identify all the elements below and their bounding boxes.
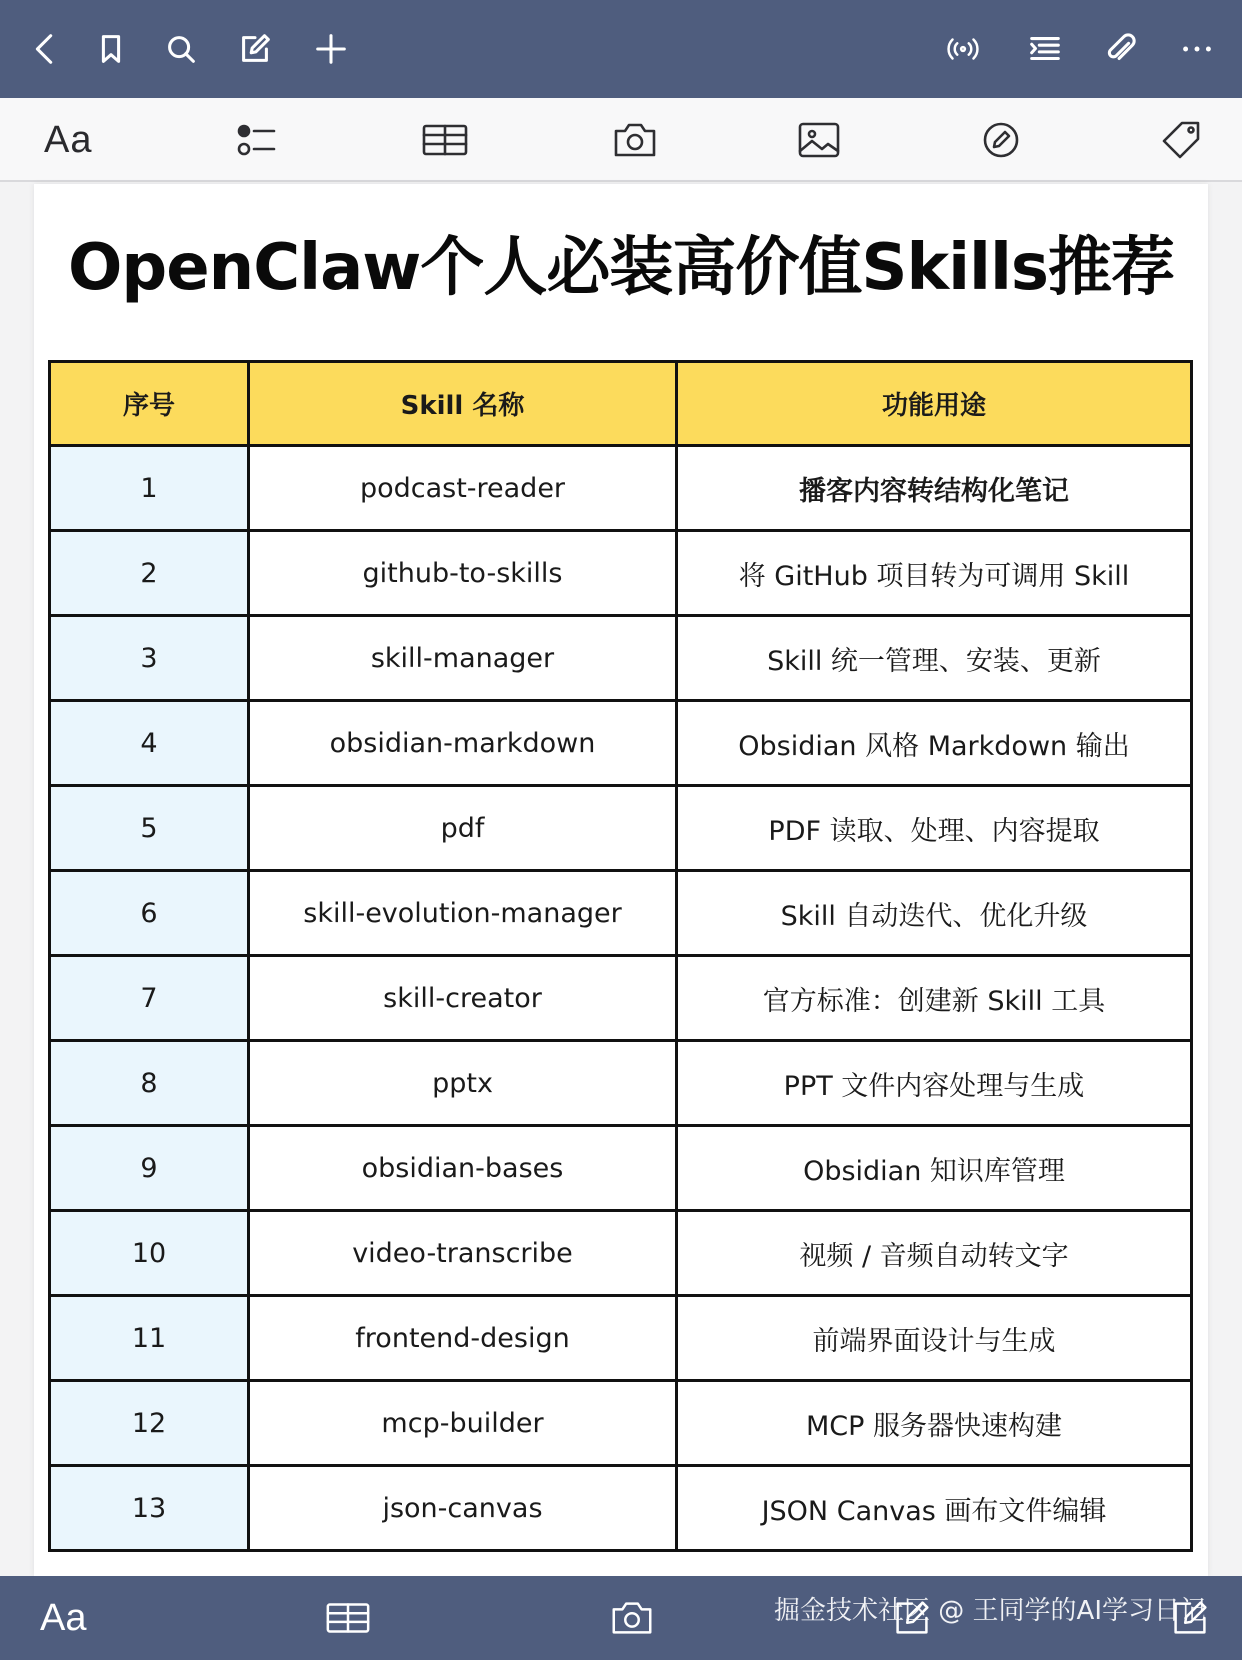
camera-icon: [610, 115, 660, 165]
text-style-label: Aa: [44, 118, 93, 161]
broadcast-icon: [944, 30, 982, 68]
skills-table: [48, 360, 1193, 1552]
row-number: 7: [50, 956, 249, 1041]
bookmark-button[interactable]: [84, 22, 138, 76]
skill-name: pptx: [249, 1041, 677, 1126]
camera-icon: [608, 1594, 656, 1642]
edit-button[interactable]: [228, 22, 282, 76]
tag-icon: [1156, 115, 1206, 165]
row-number: 12: [50, 1381, 249, 1466]
back-icon: [26, 30, 64, 68]
image-icon: [794, 115, 844, 165]
attachment-icon: [1102, 30, 1140, 68]
table-row: [50, 1466, 1192, 1551]
table-button[interactable]: [420, 112, 470, 168]
table-row: [50, 531, 1192, 616]
header-skill-name: Skill 名称: [249, 362, 677, 446]
skill-name: frontend-design: [249, 1296, 677, 1381]
document-page: [34, 184, 1208, 1576]
skill-name: obsidian-bases: [249, 1126, 677, 1211]
row-number: 1: [50, 446, 249, 531]
page-title: OpenClaw个人必装高价值Skills推荐: [68, 231, 1174, 305]
skill-purpose: 视频 / 音频自动转文字: [677, 1211, 1192, 1296]
skill-purpose: 将 GitHub 项目转为可调用 Skill: [677, 531, 1192, 616]
bottom-text-style-button[interactable]: [40, 1590, 86, 1646]
back-button[interactable]: [18, 22, 72, 76]
text-style-button[interactable]: [44, 112, 92, 168]
table-row: [50, 1381, 1192, 1466]
table-row: [50, 871, 1192, 956]
skill-name: podcast-reader: [249, 446, 677, 531]
skill-name: github-to-skills: [249, 531, 677, 616]
skill-purpose: Skill 统一管理、安装、更新: [677, 616, 1192, 701]
more-icon: [1178, 30, 1216, 68]
checklist-button[interactable]: [232, 112, 282, 168]
attachment-button[interactable]: [1094, 22, 1148, 76]
draw-button[interactable]: [976, 112, 1026, 168]
row-number: 10: [50, 1211, 249, 1296]
top-toolbar: [0, 0, 1242, 98]
skill-purpose: MCP 服务器快速构建: [677, 1381, 1192, 1466]
table-row: [50, 1041, 1192, 1126]
header-purpose: 功能用途: [677, 362, 1192, 446]
skill-purpose: JSON Canvas 画布文件编辑: [677, 1466, 1192, 1551]
search-button[interactable]: [154, 22, 208, 76]
table-row: [50, 1126, 1192, 1211]
row-number: 3: [50, 616, 249, 701]
table-row: [50, 1211, 1192, 1296]
skill-name: skill-manager: [249, 616, 677, 701]
bottom-table-button[interactable]: [324, 1590, 372, 1646]
search-icon: [162, 30, 200, 68]
table-header-row: [50, 362, 1192, 446]
skill-purpose: 前端界面设计与生成: [677, 1296, 1192, 1381]
format-toolbar: [0, 98, 1242, 182]
checklist-icon: [232, 115, 282, 165]
skill-purpose: Skill 自动迭代、优化升级: [677, 871, 1192, 956]
table-row: [50, 956, 1192, 1041]
table-row: [50, 786, 1192, 871]
outline-button[interactable]: [1018, 22, 1072, 76]
table-icon: [420, 115, 470, 165]
bottom-camera-button[interactable]: [608, 1590, 656, 1646]
skill-purpose: PDF 读取、处理、内容提取: [677, 786, 1192, 871]
skill-purpose: Obsidian 知识库管理: [677, 1126, 1192, 1211]
bookmark-icon: [92, 30, 130, 68]
table-icon: [324, 1594, 372, 1642]
skill-name: mcp-builder: [249, 1381, 677, 1466]
watermark: 掘金技术社区 @ 王同学的AI学习日记: [774, 1596, 1206, 1626]
header-no: 序号: [50, 362, 249, 446]
skill-purpose: 播客内容转结构化笔记: [677, 446, 1192, 531]
camera-button[interactable]: [610, 112, 660, 168]
skill-name: video-transcribe: [249, 1211, 677, 1296]
skill-name: json-canvas: [249, 1466, 677, 1551]
image-button[interactable]: [794, 112, 844, 168]
pencil-icon: [976, 115, 1026, 165]
row-number: 5: [50, 786, 249, 871]
skill-name: obsidian-markdown: [249, 701, 677, 786]
edit-icon: [236, 30, 274, 68]
row-number: 4: [50, 701, 249, 786]
broadcast-button[interactable]: [936, 22, 990, 76]
table-row: [50, 1296, 1192, 1381]
table-row: [50, 446, 1192, 531]
skill-name: pdf: [249, 786, 677, 871]
skill-purpose: 官方标准：创建新 Skill 工具: [677, 956, 1192, 1041]
row-number: 11: [50, 1296, 249, 1381]
more-button[interactable]: [1170, 22, 1224, 76]
skill-purpose: Obsidian 风格 Markdown 输出: [677, 701, 1192, 786]
tag-button[interactable]: [1156, 112, 1206, 168]
skill-name: skill-evolution-manager: [249, 871, 677, 956]
row-number: 13: [50, 1466, 249, 1551]
skill-purpose: PPT 文件内容处理与生成: [677, 1041, 1192, 1126]
add-icon: [312, 30, 350, 68]
table-row: [50, 616, 1192, 701]
bottom-toolbar: [0, 1576, 1242, 1660]
bottom-text-style-label: Aa: [40, 1596, 87, 1639]
row-number: 9: [50, 1126, 249, 1211]
outline-icon: [1026, 30, 1064, 68]
row-number: 8: [50, 1041, 249, 1126]
skill-name: skill-creator: [249, 956, 677, 1041]
add-button[interactable]: [304, 22, 358, 76]
table-row: [50, 701, 1192, 786]
row-number: 6: [50, 871, 249, 956]
row-number: 2: [50, 531, 249, 616]
